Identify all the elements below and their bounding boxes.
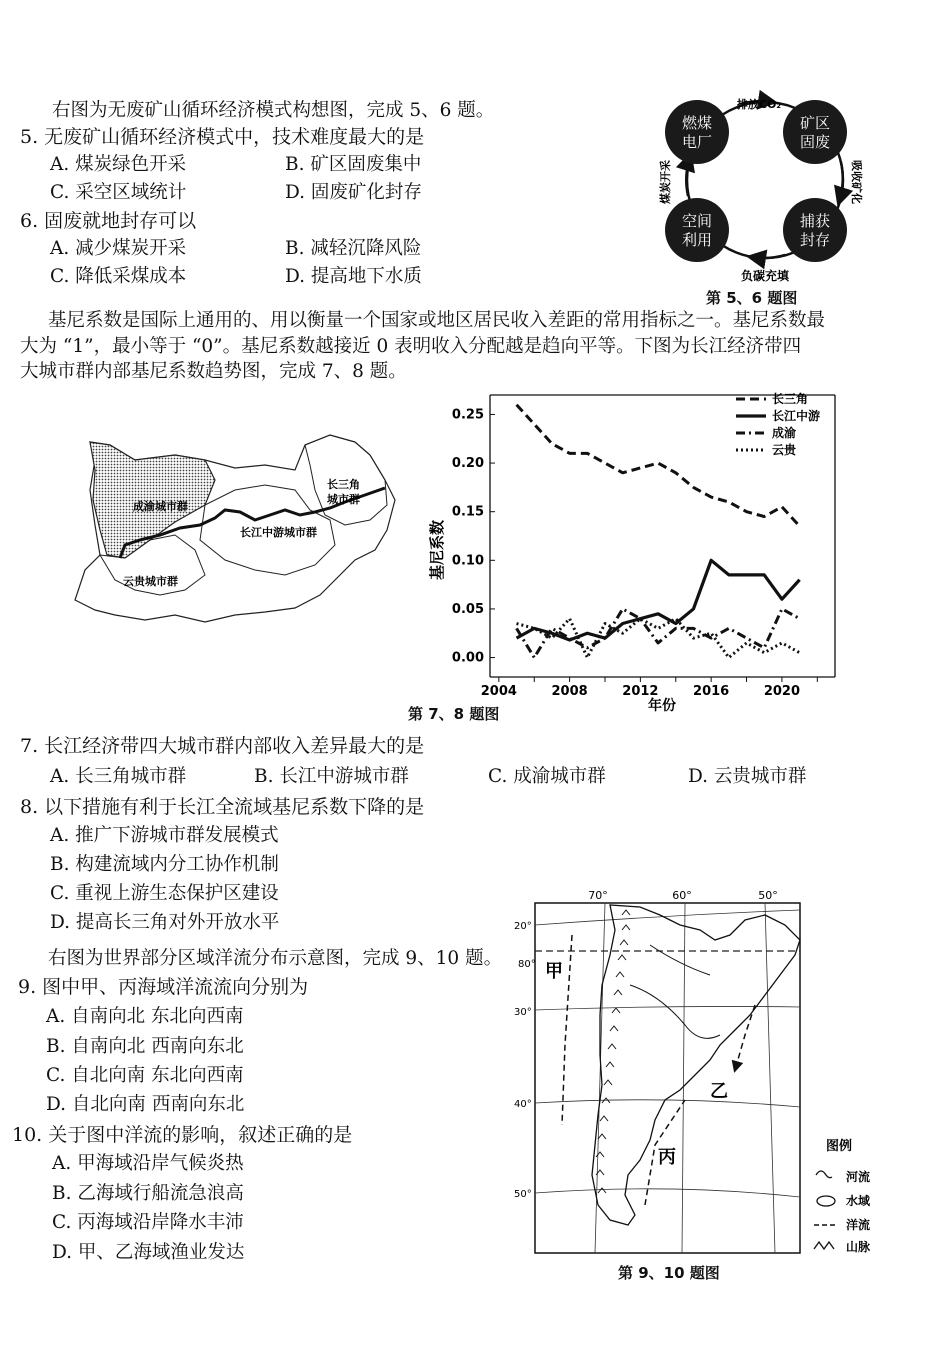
chart-ytick-label: 0.25: [451, 407, 484, 423]
map910-legend-river: 河流: [846, 1170, 871, 1184]
q5-option-b[interactable]: B. 矿区固废集中: [285, 154, 422, 175]
q9-option-c[interactable]: C. 自北向南 东北向西南: [46, 1065, 244, 1086]
chart-legend-label-4: 云贵: [772, 443, 797, 457]
map-label-yungui: 云贵城市群: [123, 575, 178, 588]
chart-ytick-label: 0.05: [451, 601, 484, 617]
q10-option-c[interactable]: C. 丙海域沿岸降水丰沛: [52, 1212, 244, 1233]
chart-legend-label-2: 长江中游: [772, 409, 821, 423]
fig56-cycle-diagram: [655, 90, 875, 295]
current-yi: [735, 1005, 755, 1070]
fig78-caption: 第 7、8 题图: [408, 705, 500, 723]
chart-xtick-label: 2020: [763, 684, 801, 699]
fig56-node2-l2: 固废: [799, 133, 831, 151]
legend-river-icon: [816, 1171, 832, 1178]
intro-5-6: 右图为无废矿山循环经济模式构想图，完成 5、6 题。: [52, 100, 495, 121]
q8-option-c[interactable]: C. 重视上游生态保护区建设: [50, 883, 279, 904]
chart-xtick-label: 2004: [480, 684, 517, 699]
chart-ytick-label: 0.15: [451, 504, 484, 520]
fig910-caption: 第 9、10 题图: [618, 1264, 720, 1282]
fig56-node-space: [665, 198, 729, 262]
fig56-arrow-bottom-label: 负碳充填: [740, 269, 790, 283]
map-label-csj-l1: 长三角: [327, 478, 360, 491]
map910-label-jia: 甲: [545, 961, 563, 982]
chart-ytick-label: 0.00: [451, 650, 484, 666]
legend-mountain-icon: [814, 1242, 834, 1249]
map-label-chengyu: 成渝城市群: [133, 500, 188, 513]
map910-lat-40: 40°: [514, 1099, 532, 1110]
chart-ytick-label: 0.20: [451, 456, 484, 472]
chart-series-line-3: [517, 609, 800, 658]
map910-lon-60: 60°: [672, 889, 692, 902]
map910-south-america-coast: [592, 905, 800, 1225]
map910-legend-current: 洋流: [846, 1218, 871, 1232]
q6-option-b[interactable]: B. 减轻沉降风险: [285, 238, 422, 259]
chart-legend-label-1: 长三角: [772, 392, 809, 406]
q6-option-c[interactable]: C. 降低采煤成本: [50, 266, 187, 287]
fig56-node4-l2: 利用: [681, 231, 713, 249]
q5-option-c[interactable]: C. 采空区域统计: [50, 182, 187, 203]
fig56-caption: 第 5、6 题图: [706, 289, 798, 307]
map-label-csj-l2: 城市群: [327, 493, 360, 506]
fig56-node-power-plant: [665, 100, 729, 164]
chart-xtick-label: 2008: [551, 684, 588, 699]
q8-option-d[interactable]: D. 提高长三角对外开放水平: [50, 912, 280, 933]
q8-stem: 8. 以下措施有利于长江全流域基尼系数下降的是: [20, 796, 425, 818]
chart-ylabel: 基尼系数: [428, 519, 446, 581]
q7-option-b[interactable]: B. 长江中游城市群: [254, 766, 409, 787]
q7-option-d[interactable]: D. 云贵城市群: [688, 766, 807, 787]
q10-stem: 10. 关于图中洋流的影响，叙述正确的是: [12, 1124, 353, 1146]
intro-9-10: 右图为世界部分区域洋流分布示意图，完成 9、10 题。: [48, 948, 503, 969]
intro-7-8-line2: 大为 “1”，最小等于 “0”。基尼系数越接近 0 表明收入分配越是趋向平等。下图为长江经济带四: [20, 336, 802, 357]
intro-7-8-line3: 大城市群内部基尼系数趋势图，完成 7、8 题。: [20, 361, 407, 382]
map910-lat-30: 30°: [514, 1007, 532, 1018]
map910-label-yi: 乙: [710, 1081, 728, 1102]
chart-xtick-label: 2016: [693, 684, 730, 699]
map910-legend-mountain: 山脉: [846, 1240, 871, 1254]
fig56-arrow-left-label: 煤炭开采: [659, 160, 672, 204]
q5-stem: 5. 无废矿山循环经济模式中，技术难度最大的是: [20, 126, 425, 148]
map910-lon-70: 70°: [588, 889, 608, 902]
q7-option-c[interactable]: C. 成渝城市群: [488, 766, 606, 787]
q9-option-d[interactable]: D. 自北向南 西南向东北: [46, 1094, 245, 1115]
fig56-node-capture: [783, 198, 847, 262]
map910-legend-title: 图例: [826, 1139, 853, 1154]
fig56-node1-l2: 电厂: [681, 133, 713, 151]
fig56-arrow-top-label: 排放CO₂: [736, 98, 782, 111]
q10-option-b[interactable]: B. 乙海域行船流急浪高: [52, 1183, 244, 1204]
q9-option-a[interactable]: A. 自南向北 东北向西南: [46, 1006, 244, 1027]
q8-option-b[interactable]: B. 构建流域内分工协作机制: [50, 854, 279, 875]
chart-series-line-1: [517, 405, 800, 527]
current-jia: [562, 935, 572, 1125]
chart-ytick-label: 0.10: [451, 553, 484, 569]
fig56-node1-l1: 燃煤: [681, 114, 713, 132]
chart-xtick-label: 2012: [622, 684, 659, 699]
q7-stem: 7. 长江经济带四大城市群内部收入差异最大的是: [20, 735, 425, 757]
fig56-node2-l1: 矿区: [799, 114, 831, 132]
map910-lat-20: 20°: [514, 921, 532, 932]
fig56-node3-l2: 封存: [799, 231, 831, 249]
map910-lat-50: 50°: [514, 1189, 532, 1200]
gini-line-chart: [420, 385, 845, 715]
q5-option-a[interactable]: A. 煤炭绿色开采: [50, 154, 187, 175]
map910-legend-water: 水域: [846, 1194, 871, 1208]
fig56-node3-l1: 捕获: [799, 212, 831, 230]
chart-legend-label-3: 成渝: [772, 426, 797, 440]
q6-option-a[interactable]: A. 减少煤炭开采: [50, 238, 187, 259]
fig56-node-mine-waste: [783, 100, 847, 164]
q9-option-b[interactable]: B. 自南向北 西南向东北: [46, 1036, 244, 1057]
q6-stem: 6. 固废就地封存可以: [20, 210, 197, 232]
q10-option-a[interactable]: A. 甲海域沿岸气候炎热: [52, 1153, 244, 1174]
q7-option-a[interactable]: A. 长三角城市群: [50, 766, 187, 787]
yangtze-city-cluster-map: [65, 430, 405, 630]
map910-label-bing: 丙: [658, 1147, 676, 1168]
map-label-changjiang: 长江中游城市群: [240, 526, 317, 539]
chart-xlabel: 年份: [648, 698, 676, 714]
q8-option-a[interactable]: A. 推广下游城市群发展模式: [50, 825, 279, 846]
legend-water-icon: [817, 1196, 835, 1206]
fig56-arrow-right-label: 吸收矿化: [850, 160, 863, 204]
q6-option-d[interactable]: D. 提高地下水质: [285, 266, 422, 287]
map910-lon-50: 50°: [758, 889, 778, 902]
fig56-node4-l1: 空间: [681, 212, 713, 230]
chart-series-line-4: [517, 619, 800, 658]
ocean-current-map: [510, 885, 890, 1257]
q9-stem: 9. 图中甲、丙海域洋流流向分别为: [18, 976, 309, 998]
q5-option-d[interactable]: D. 固废矿化封存: [285, 182, 422, 203]
chart-series-line-2: [517, 560, 800, 640]
q10-option-d[interactable]: D. 甲、乙海域渔业发达: [52, 1242, 245, 1263]
map910-lat-80: 80°: [518, 959, 536, 970]
intro-7-8-line1: 基尼系数是国际上通用的、用以衡量一个国家或地区居民收入差距的常用指标之一。基尼系数最: [48, 310, 826, 331]
